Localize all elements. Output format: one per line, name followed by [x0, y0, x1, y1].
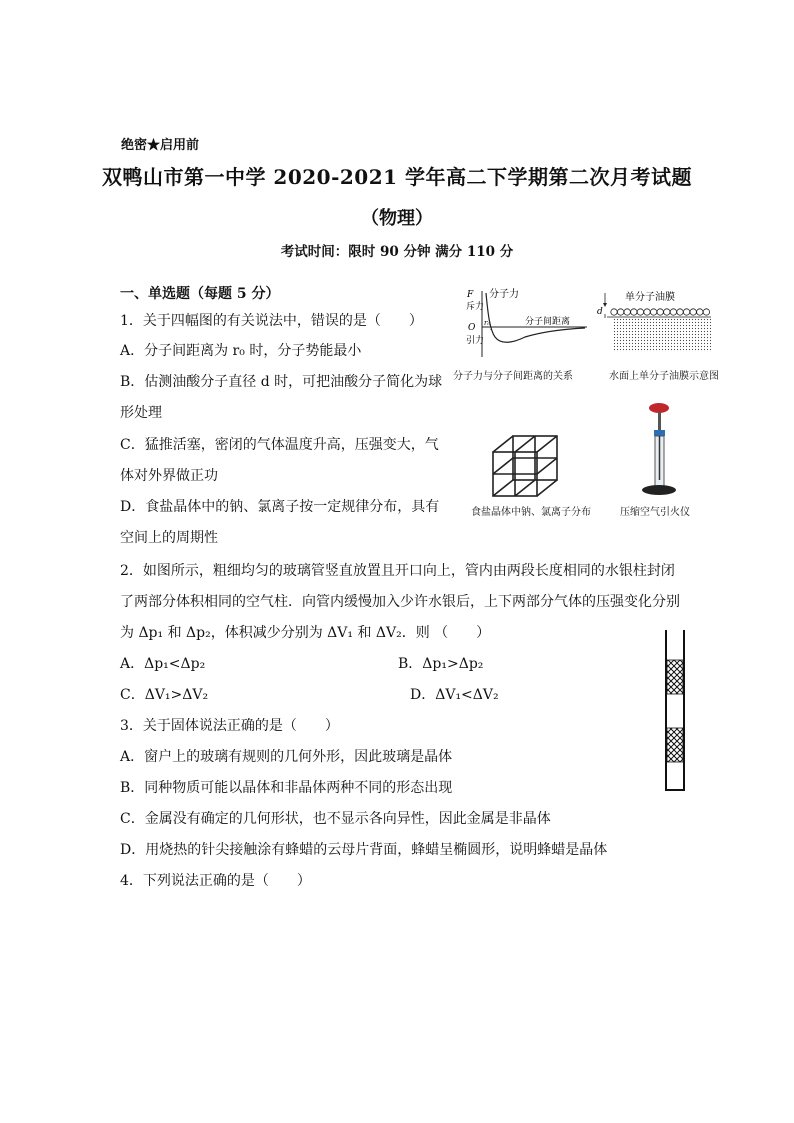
fig4-caption: 压缩空气引火仪: [620, 507, 690, 518]
oil-molecule: [611, 309, 617, 315]
oil-molecule: [664, 309, 670, 315]
oil-molecule: [690, 309, 696, 315]
figure-glass-tube: [662, 630, 688, 794]
fig1-attract-label: 引力: [466, 336, 485, 346]
fig2-caption: 水面上单分子油膜示意图: [609, 371, 719, 382]
fig2-d-label: d: [597, 307, 603, 317]
fig1-x-label: 分子间距离: [525, 317, 571, 327]
oil-molecule: [644, 309, 650, 315]
q1-option-b: B．估测油酸分子直径 d 时，可把油酸分子简化为球: [120, 374, 443, 390]
oil-molecule: [637, 309, 643, 315]
oil-molecule: [670, 309, 676, 315]
fig1-r0-label: r₀: [484, 319, 491, 327]
q1-option-d-cont: 空间上的周期性: [120, 530, 218, 546]
q2-line1: 2．如图所示，粗细均匀的玻璃管竖直放置且开口向上，管内由两段长度相同的水银柱封闭: [120, 563, 675, 579]
q3-option-b: B．同种物质可能以晶体和非晶体两种不同的形态出现: [120, 780, 453, 796]
q1-option-c-cont: 体对外界做正功: [120, 468, 218, 484]
q2-option-b: B．Δp₁>Δp₂: [398, 656, 484, 672]
q2-line3: 为 Δp₁ 和 Δp₂，体积减少分别为 ΔV₁ 和 ΔV₂．则 （ ）: [120, 625, 491, 641]
oil-molecule: [617, 309, 623, 315]
exam-title: 双鸭山市第一中学 2020-2021 学年高二下学期第二次月考试题: [101, 165, 693, 189]
oil-molecule: [683, 309, 689, 315]
q2-option-a: A．Δp₁<Δp₂: [120, 656, 206, 672]
fig1-caption: 分子力与分子间距离的关系: [453, 371, 573, 382]
q3-option-a: A．窗户上的玻璃有规则的几何外形，因此玻璃是晶体: [120, 749, 453, 765]
q1-option-d: D．食盐晶体中的钠、氯离子按一定规律分布，具有: [120, 499, 440, 515]
oil-molecule: [631, 309, 637, 315]
q1-option-c: C．猛推活塞，密闭的气体温度升高，压强变大，气: [120, 437, 439, 453]
oil-molecule: [677, 309, 683, 315]
q3-option-d: D．用烧热的针尖接触涂有蜂蜡的云母片背面，蜂蜡呈椭圆形，说明蜂蜡是晶体: [120, 842, 608, 858]
q2-line2: 了两部分体积相同的空气柱．向管内缓慢加入少许水银后，上下两部分气体的压强变化分别: [120, 594, 680, 610]
exam-info: 考试时间：限时 90 分钟 满分 110 分: [280, 244, 514, 260]
oil-molecule: [703, 309, 709, 315]
oil-molecule: [650, 309, 656, 315]
q3-option-c: C．金属没有确定的几何形状，也不显示各向异性，因此金属是非晶体: [120, 811, 551, 827]
fig1-repel-label: 斥力: [466, 302, 485, 312]
q1-option-a: A．分子间距离为 r₀ 时，分子势能最小: [120, 343, 362, 359]
fig1-origin-label: O: [468, 323, 476, 333]
figure-salt-crystal: [485, 430, 565, 500]
figure-oil-film: [595, 288, 725, 354]
fig2-film-label: 单分子油膜: [625, 292, 675, 303]
q1-option-b-cont: 形处理: [120, 405, 162, 421]
oil-molecule: [657, 309, 663, 315]
q2-option-d: D．ΔV₁<ΔV₂: [410, 687, 499, 703]
q2-option-c: C．ΔV₁>ΔV₂: [120, 687, 209, 703]
exam-subject: （物理）: [361, 208, 433, 229]
figure-fire-piston: [635, 400, 695, 500]
q4-stem: 4．下列说法正确的是（ ）: [120, 873, 311, 889]
fig3-caption: 食盐晶体中钠、氯离子分布: [471, 507, 591, 518]
q3-stem: 3．关于固体说法正确的是（ ）: [120, 718, 339, 734]
oil-molecule: [624, 309, 630, 315]
fig1-f-label: F: [467, 290, 474, 300]
oil-molecule: [697, 309, 703, 315]
fig1-curve-title: 分子力: [489, 289, 519, 300]
secret-mark: 绝密★启用前: [121, 138, 200, 153]
figure-molecular-force: [455, 285, 595, 365]
section-heading: 一、单选题（每题 5 分）: [120, 286, 280, 302]
q1-stem: 1．关于四幅图的有关说法中，错误的是（ ）: [120, 313, 423, 329]
